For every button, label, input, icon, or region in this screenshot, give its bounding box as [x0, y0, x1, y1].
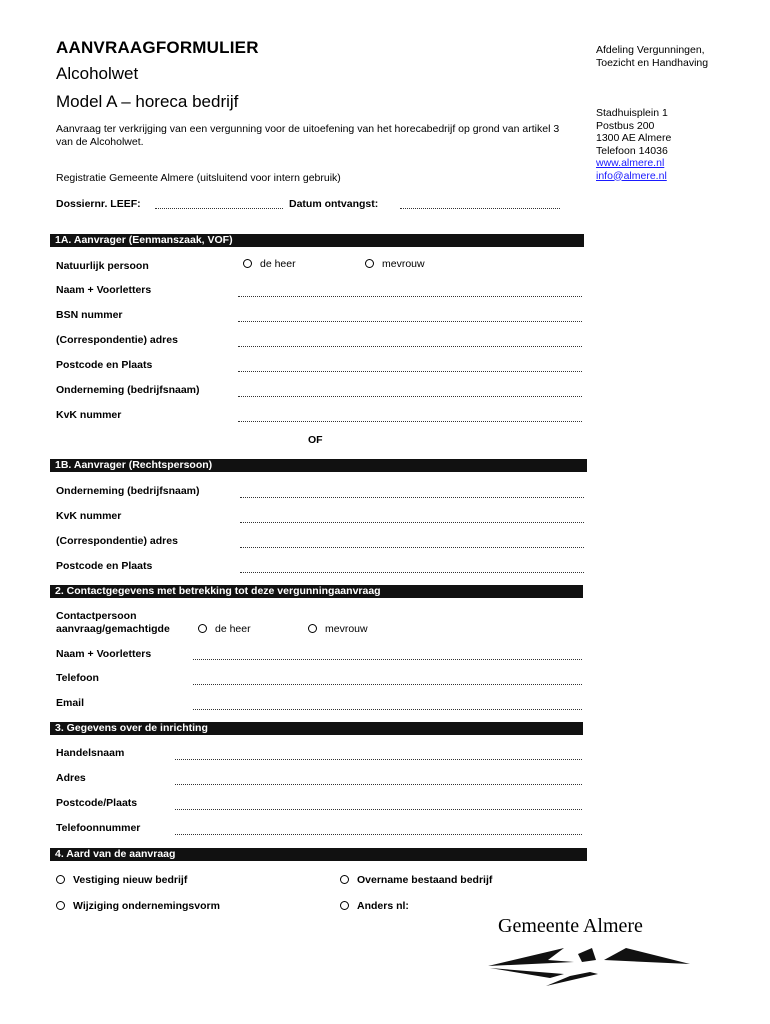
phone-line: Telefoon 14036 — [596, 144, 668, 157]
form-title: AANVRAAGFORMULIER — [56, 38, 259, 57]
input-line[interactable] — [175, 784, 582, 785]
field-label: Postcode/Plaats — [56, 797, 138, 809]
field-label: (Correspondentie) adres — [56, 535, 178, 547]
input-line[interactable] — [175, 759, 582, 760]
contact-line: Contactpersoon — [56, 610, 137, 622]
field-label: Postcode en Plaats — [56, 359, 153, 371]
input-line[interactable] — [193, 659, 582, 660]
address-line: Postbus 200 — [596, 119, 655, 132]
radio-circle-icon[interactable] — [56, 875, 65, 884]
radio-circle-icon[interactable] — [243, 259, 252, 268]
section-1b-heading: 1B. Aanvrager (Rechtspersoon) — [50, 459, 587, 472]
option-label: Vestiging nieuw bedrijf — [73, 874, 188, 886]
input-line[interactable] — [193, 709, 582, 710]
option-label: Overname bestaand bedrijf — [357, 874, 493, 886]
input-line[interactable] — [175, 809, 582, 810]
option-label: Anders nl: — [357, 900, 409, 912]
radio-circle-icon[interactable] — [198, 624, 207, 633]
input-line[interactable] — [238, 421, 582, 422]
radio-heer-1a[interactable] — [243, 258, 296, 270]
radio-mevrouw-1a[interactable] — [365, 258, 425, 270]
input-line[interactable] — [238, 296, 582, 297]
input-line[interactable] — [240, 522, 584, 523]
form-subtitle-model: Model A – horeca bedrijf — [56, 92, 239, 111]
field-label: KvK nummer — [56, 510, 122, 522]
address-block — [596, 107, 722, 182]
field-label: KvK nummer — [56, 409, 122, 421]
radio-circle-icon[interactable] — [308, 624, 317, 633]
municipality-logo-text: Gemeente Almere — [498, 915, 643, 937]
contact-person-label — [56, 610, 170, 636]
registration-note: Registratie Gemeente Almere (uitsluitend voor intern gebruik) — [56, 172, 341, 184]
checkbox-legal-form-change[interactable] — [56, 900, 220, 912]
radio-label: mevrouw — [325, 623, 368, 635]
form-subtitle-law: Alcoholwet — [56, 64, 139, 83]
input-line[interactable] — [238, 396, 582, 397]
option-label: Wijziging ondernemingsvorm — [73, 900, 220, 912]
radio-circle-icon[interactable] — [340, 901, 349, 910]
contact-line: aanvraag/gemachtigde — [56, 623, 170, 635]
input-line[interactable] — [238, 321, 582, 322]
input-line[interactable] — [240, 547, 584, 548]
input-line[interactable] — [240, 497, 584, 498]
field-label: Onderneming (bedrijfsnaam) — [56, 384, 200, 396]
field-label: Naam + Voorletters — [56, 284, 152, 296]
dossier-label: Dossiernr. LEEF: — [56, 198, 141, 210]
field-label: Naam + Voorletters — [56, 648, 152, 660]
field-label: Postcode en Plaats — [56, 560, 153, 572]
section-4-heading: 4. Aard van de aanvraag — [50, 848, 587, 861]
field-label: Adres — [56, 772, 86, 784]
field-label: Telefoon — [56, 672, 99, 684]
input-line[interactable] — [175, 834, 582, 835]
radio-circle-icon[interactable] — [340, 875, 349, 884]
address-line: Stadhuisplein 1 — [596, 107, 668, 119]
dossier-field[interactable] — [155, 208, 283, 209]
radio-mevrouw-2[interactable] — [308, 623, 368, 635]
radio-circle-icon[interactable] — [365, 259, 374, 268]
department-line: Afdeling Vergunningen, — [596, 44, 705, 56]
field-label: Email — [56, 697, 85, 709]
checkbox-other[interactable] — [340, 900, 409, 912]
section-1a-heading: 1A. Aanvrager (Eenmanszaak, VOF) — [50, 234, 584, 247]
field-label: BSN nummer — [56, 309, 123, 321]
email-link[interactable]: info@almere.nl — [596, 169, 667, 182]
municipality-logo-icon — [486, 944, 692, 988]
checkbox-new-business[interactable] — [56, 874, 187, 886]
checkbox-takeover[interactable] — [340, 874, 492, 886]
input-line[interactable] — [238, 371, 582, 372]
datum-label: Datum ontvangst: — [289, 198, 379, 210]
input-line[interactable] — [238, 346, 582, 347]
field-label: Handelsnaam — [56, 747, 125, 759]
address-line: 1300 AE Almere — [596, 132, 672, 144]
radio-heer-2[interactable] — [198, 623, 251, 635]
datum-field[interactable] — [400, 208, 560, 209]
radio-label: mevrouw — [382, 258, 425, 270]
natural-person-label: Natuurlijk persoon — [56, 260, 149, 272]
field-label: Telefoonnummer — [56, 822, 141, 834]
input-line[interactable] — [240, 572, 584, 573]
department-line: Toezicht en Handhaving — [596, 56, 709, 69]
field-label: (Correspondentie) adres — [56, 334, 178, 346]
intro-text: Aanvraag ter verkrijging van een vergunning voor de uitoefening van het horecabedrijf op grond van artikel 3 van de Alcoholwet. — [56, 123, 560, 148]
website-link[interactable]: www.almere.nl — [596, 157, 665, 169]
input-line[interactable] — [193, 684, 582, 685]
section-3-heading: 3. Gegevens over de inrichting — [50, 722, 583, 735]
or-separator: OF — [308, 434, 323, 446]
section-2-heading: 2. Contactgegevens met betrekking tot deze vergunningaanvraag — [50, 585, 583, 598]
radio-label: de heer — [215, 623, 251, 635]
radio-circle-icon[interactable] — [56, 901, 65, 910]
department-block — [596, 44, 722, 69]
radio-label: de heer — [260, 258, 296, 270]
field-label: Onderneming (bedrijfsnaam) — [56, 485, 200, 497]
